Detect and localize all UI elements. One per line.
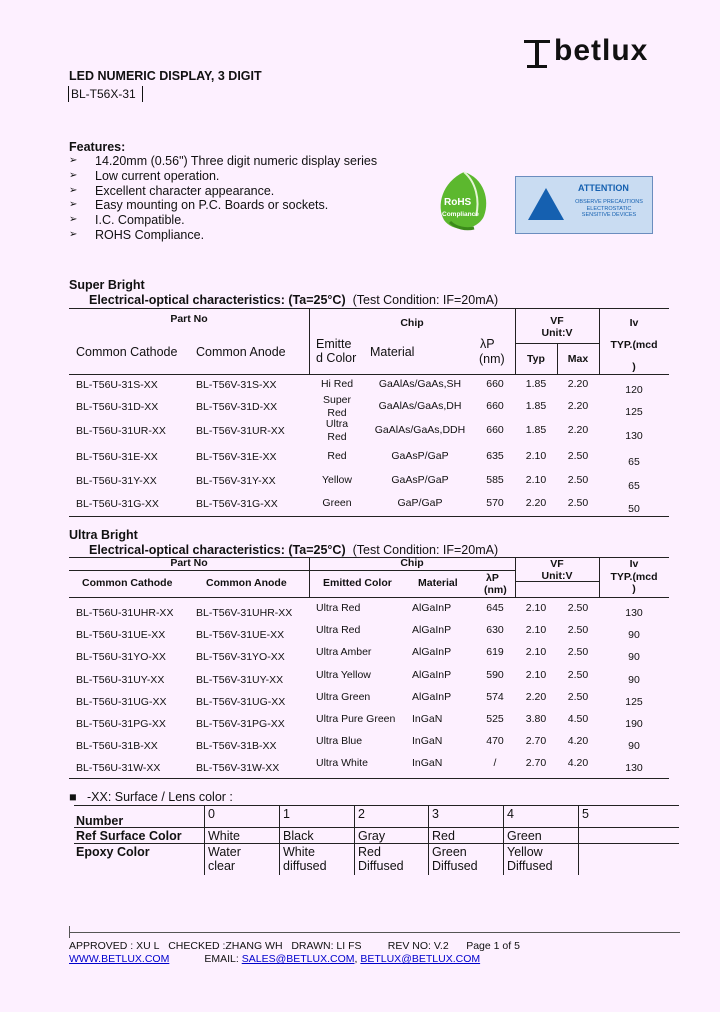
emitted-color: Ultra Blue [316,735,363,748]
cathode-part-number: BL-T56U-31YO-XX [76,651,166,664]
surface-color: Black [283,829,314,843]
lens-number: 0 [208,807,215,821]
cathode-part-number: BL-T56U-31PG-XX [76,718,166,730]
esd-attention-badge: ATTENTION OBSERVE PRECAUTIONS ELECTROSTATIC SENSITIVE DEVICES [515,176,653,234]
esd-warning-icon [528,188,564,220]
arrow-bullet-icon: ➢ [69,184,78,196]
anode-part-number: BL-T56V-31UE-XX [196,629,285,642]
chip-material: GaAlAs/GaAs,DH [378,400,462,412]
sales-email-link[interactable]: SALES@BETLUX.COM [241,953,355,965]
cathode-part-number: BL-T56U-31B-XX [76,740,158,753]
feature-item: ➢ ROHS Compliance. [69,227,205,242]
anode-part-number: BL-T56V-31B-XX [196,740,277,753]
arrow-bullet-icon: ➢ [69,169,78,181]
emitted-color: Ultra [325,418,349,430]
lens-number: 3 [432,807,439,821]
vf-max: 2.50 [567,624,589,637]
vf-typ: 2.70 [525,735,547,748]
cathode-part-number: BL-T56U-31Y-XX [76,475,157,487]
vf-typ: 1.85 [525,378,547,390]
epoxy-color: Red [358,845,381,859]
epoxy-color: Green [432,845,467,859]
super-bright-subtitle: Electrical-optical characteristics: (Ta=25°C) (Test Condition: IF=20mA) [89,293,499,307]
features-title: Features: [69,140,126,154]
vf-typ: 2.10 [525,624,547,637]
vf-typ: 2.10 [525,602,547,614]
peak-wavelength: 660 [486,424,504,436]
lens-color-title: ■ -XX: Surface / Lens color : [69,790,233,804]
chip-material: AlGaInP [412,646,452,659]
emitted-color: Yellow [322,474,352,486]
lens-number: 5 [582,807,589,821]
peak-wavelength: 660 [486,400,504,412]
luminous-intensity: 125 [625,695,643,708]
cathode-part-number: BL-T56U-31D-XX [76,401,159,413]
epoxy-color: Yellow [507,845,543,859]
luminous-intensity: 65 [628,480,640,492]
lens-number: 1 [283,807,290,821]
cathode-part-number: BL-T56U-31S-XX [76,379,158,391]
peak-wavelength: / [493,757,497,770]
surface-color: Gray [358,829,386,843]
emitted-color: Ultra Amber [316,646,372,659]
anode-part-number: BL-T56V-31E-XX [196,451,277,463]
arrow-bullet-icon: ➢ [69,199,78,211]
square-bullet-icon: ■ [69,790,77,804]
super-bright-title: Super Bright [69,278,145,292]
epoxy-color: Diffused [507,859,553,873]
vf-typ: 2.10 [525,474,547,486]
luminous-intensity: 50 [628,503,640,515]
epoxy-color: diffused [283,859,327,873]
emitted-color: Ultra White [316,757,368,770]
vf-typ: 2.20 [525,497,547,509]
chip-material: GaAlAs/GaAs,DDH [374,424,466,436]
ultra-bright-subtitle: Electrical-optical characteristics: (Ta=25°C) (Test Condition: IF=20mA) [89,543,499,557]
ultra-bright-title: Ultra Bright [69,528,138,542]
vf-typ: 1.85 [525,424,547,436]
anode-part-number: BL-T56V-31G-XX [196,498,278,510]
cathode-part-number: BL-T56U-31UR-XX [76,425,166,437]
rohs-leaf-icon: RoHS Compliance [436,170,492,236]
website-link[interactable]: WWW.BETLUX.COM [69,953,170,965]
logo-t-mark [524,40,550,68]
epoxy-color: clear [208,859,236,873]
feature-item: ➢ Excellent character appearance. [69,183,275,198]
vf-max: 2.50 [567,497,589,509]
surface-color: Red [432,829,455,843]
epoxy-color: Water [208,845,241,859]
vf-max: 2.50 [567,450,589,462]
luminous-intensity: 130 [625,430,643,442]
chip-material: InGaN [412,713,443,725]
chip-material: GaAsP/GaP [391,450,449,462]
vf-max: 2.50 [567,646,589,659]
epoxy-color: Diffused [432,859,478,873]
vf-typ: 2.10 [525,668,547,681]
cathode-part-number: BL-T56U-31G-XX [76,498,159,510]
lens-number: 4 [507,807,514,821]
logo-text: betlux [554,34,649,67]
vf-typ: 2.20 [525,690,547,703]
cathode-part-number: BL-T56U-31UG-XX [76,695,167,708]
feature-item: ➢ Easy mounting on P.C. Boards or sockets. [69,198,329,213]
anode-part-number: BL-T56V-31UG-XX [196,695,286,708]
anode-part-number: BL-T56V-31PG-XX [196,718,285,730]
chip-material: AlGaInP [412,690,452,703]
anode-part-number: BL-T56V-31UHR-XX [196,607,293,619]
cathode-part-number: BL-T56U-31UE-XX [76,629,166,642]
epoxy-color: White [283,845,315,859]
emitted-color: Red [327,407,347,419]
vf-max: 2.20 [567,400,589,412]
anode-part-number: BL-T56V-31W-XX [196,762,280,775]
lens-number: 2 [358,807,365,821]
luminous-intensity: 90 [628,651,640,664]
feature-item: ➢ 14.20mm (0.56") Three digit numeric display series [69,154,378,168]
part-number: BL-T56X-31 [68,86,143,102]
peak-wavelength: 574 [486,690,504,703]
feature-item: ➢ Low current operation. [69,168,220,183]
epoxy-color: Diffused [358,859,404,873]
chip-material: GaAsP/GaP [391,474,449,486]
anode-part-number: BL-T56V-31UR-XX [196,425,285,437]
vf-max: 2.50 [567,474,589,486]
luminous-intensity: 90 [628,629,640,642]
anode-part-number: BL-T56V-31S-XX [196,379,277,391]
peak-wavelength: 525 [486,713,504,725]
vf-typ: 1.85 [525,400,547,412]
emitted-color: Ultra Pure Green [316,713,396,725]
vf-max: 2.20 [567,378,589,390]
surface-color: White [208,829,240,843]
chip-material: InGaN [412,757,443,770]
emitted-color: Ultra Red [316,602,361,614]
chip-material: GaAlAs/GaAs,SH [378,378,462,390]
chip-material: AlGaInP [412,668,452,681]
features-list [69,154,377,243]
peak-wavelength: 590 [486,668,504,681]
vf-max: 2.20 [567,424,589,436]
anode-part-number: BL-T56V-31Y-XX [196,475,276,487]
vf-typ: 2.10 [525,450,547,462]
vf-typ: 2.70 [525,757,547,770]
vf-max: 2.50 [567,602,589,614]
surface-color: Green [507,829,542,843]
cathode-part-number: BL-T56U-31E-XX [76,451,158,463]
feature-item: ➢ I.C. Compatible. [69,213,185,228]
arrow-bullet-icon: ➢ [69,214,78,226]
luminous-intensity: 130 [625,762,643,775]
chip-material: InGaN [412,735,443,748]
luminous-intensity: 130 [625,607,643,619]
cathode-part-number: BL-T56U-31W-XX [76,762,161,775]
emitted-color: Ultra Green [316,690,371,703]
emitted-color: Hi Red [320,378,354,390]
emitted-color: Ultra Red [316,624,361,637]
luminous-intensity: 90 [628,740,640,753]
betlux-email-link[interactable]: BETLUX@BETLUX.COM [360,953,481,965]
vf-max: 2.50 [567,690,589,703]
emitted-color: Ultra Yellow [316,668,371,681]
peak-wavelength: 645 [486,602,504,614]
anode-part-number: BL-T56V-31YO-XX [196,651,285,664]
luminous-intensity: 65 [628,456,640,468]
emitted-color: Red [327,431,347,443]
arrow-bullet-icon: ➢ [69,155,78,166]
luminous-intensity: 90 [628,673,640,686]
chip-material: AlGaInP [412,624,452,637]
peak-wavelength: 470 [486,735,504,748]
vf-typ: 3.80 [525,713,547,725]
arrow-bullet-icon: ➢ [69,228,78,240]
emitted-color: Red [327,450,347,462]
chip-material: AlGaInP [412,602,452,614]
peak-wavelength: 635 [486,450,504,462]
vf-max: 2.50 [567,668,589,681]
chip-material: GaP/GaP [397,497,443,509]
emitted-color: Green [322,497,352,509]
vf-max: 4.50 [567,713,589,725]
peak-wavelength: 630 [486,624,504,637]
peak-wavelength: 585 [486,474,504,486]
emitted-color: Super [322,394,352,406]
luminous-intensity: 120 [625,384,643,396]
cathode-part-number: BL-T56U-31UHR-XX [76,607,174,619]
peak-wavelength: 660 [486,378,504,390]
anode-part-number: BL-T56V-31UY-XX [196,673,284,686]
luminous-intensity: 190 [625,718,643,730]
vf-max: 4.20 [567,757,589,770]
vf-max: 4.20 [567,735,589,748]
peak-wavelength: 570 [486,497,504,509]
document-title: LED NUMERIC DISPLAY, 3 DIGIT [69,69,262,83]
contact-line: WWW.BETLUX.COM EMAIL: SALES@BETLUX.COM, BETLUX@BETLUX.COM [69,953,481,965]
luminous-intensity: 125 [625,406,643,418]
approval-line: APPROVED : XU L CHECKED :ZHANG WH DRAWN: LI FS REV NO: V.2 Page 1 of 5 [69,940,520,952]
cathode-part-number: BL-T56U-31UY-XX [76,673,165,686]
vf-typ: 2.10 [525,646,547,659]
anode-part-number: BL-T56V-31D-XX [196,401,278,413]
peak-wavelength: 619 [486,646,504,659]
